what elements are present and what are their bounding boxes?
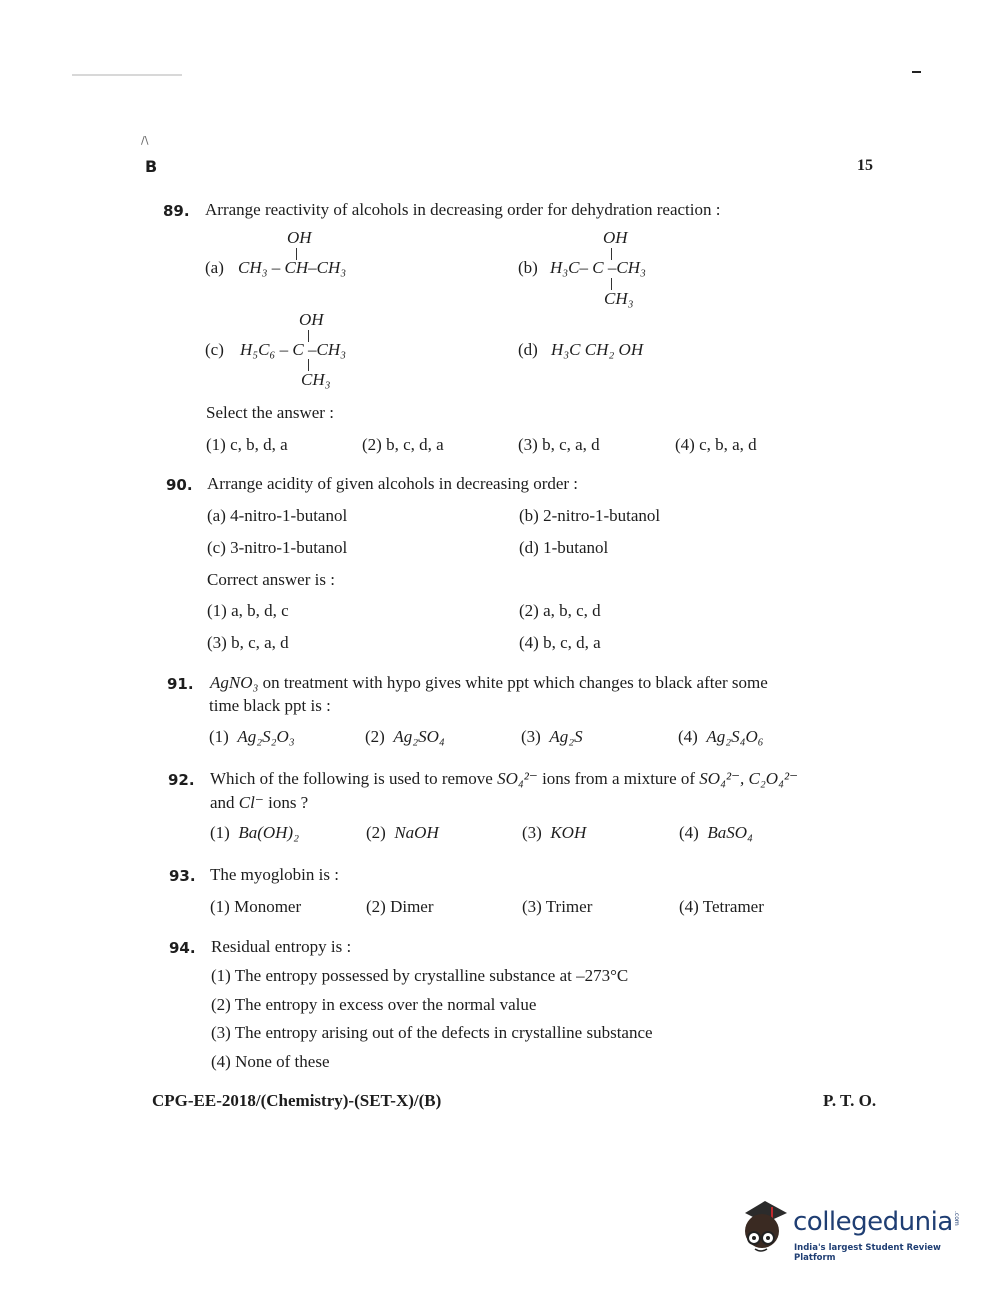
- logo-tagline: India's largest Student Review Platform: [794, 1243, 941, 1263]
- question-90-option-2: (2) a, b, c, d: [519, 601, 601, 620]
- question-92-option-3: (3) KOH: [522, 823, 587, 842]
- question-90-item-c: (c) 3-nitro-1-butanol: [207, 538, 348, 557]
- question-number-94: 94.: [169, 939, 196, 957]
- ion-chloride: Cl⁻: [238, 793, 264, 812]
- question-94-option-1: (1) The entropy possessed by crystalline substance at –273°C: [211, 966, 629, 985]
- question-89-option-1: (1) c, b, d, a: [206, 435, 288, 454]
- option-a-label: (a): [205, 258, 224, 277]
- question-94-text: Residual entropy is :: [211, 937, 352, 956]
- ion-sulphate: SO₄²⁻: [497, 769, 538, 788]
- question-90-item-d: (d) 1-butanol: [519, 538, 609, 557]
- question-90-item-a: (a) 4-nitro-1-butanol: [207, 506, 348, 525]
- question-91-option-2: (2) Ag₂SO₄: [365, 727, 445, 746]
- question-93-option-3: (3) Trimer: [522, 897, 593, 916]
- question-91-option-1: (1) Ag₂S₂O₃: [209, 727, 295, 746]
- question-91-line-1: [210, 673, 768, 693]
- question-number-93: 93.: [169, 867, 196, 885]
- structure-c-oh: OH: [299, 310, 324, 329]
- option-d-label: (d): [518, 340, 538, 359]
- question-89-text: Arrange reactivity of alcohols in decreasing order for dehydration reaction :: [205, 200, 721, 219]
- structure-d-formula: H₃C CH₂ OH: [551, 340, 644, 359]
- structure-c-formula: H₅C₆ – C –CH₃: [240, 340, 347, 359]
- structure-b-bottom: CH₃: [604, 289, 634, 308]
- scan-artifact-dash: [912, 71, 921, 73]
- question-94-option-3: (3) The entropy arising out of the defects in crystalline substance: [211, 1023, 653, 1042]
- question-89-select: Select the answer :: [206, 403, 334, 422]
- question-89-option-4: (4) c, b, a, d: [675, 435, 757, 454]
- mascot-icon: [735, 1195, 793, 1257]
- question-92-line-2: and Cl⁻ ions ?: [210, 793, 309, 812]
- question-number-91: 91.: [167, 675, 194, 693]
- question-90-option-3: (3) b, c, a, d: [207, 633, 289, 652]
- question-92-option-2: (2) NaOH: [366, 823, 439, 842]
- logo-com-text: .com: [953, 1211, 960, 1226]
- page-number: 15: [857, 157, 873, 174]
- footer-pto: P. T. O.: [823, 1091, 877, 1110]
- question-90-correct: Correct answer is :: [207, 570, 335, 589]
- question-91-formula: AgNO₃: [210, 673, 259, 692]
- question-89-option-2: (2) b, c, d, a: [362, 435, 444, 454]
- question-93-option-4: (4) Tetramer: [679, 897, 764, 916]
- question-number-89: 89.: [163, 202, 190, 220]
- question-93-option-1: (1) Monomer: [210, 897, 302, 916]
- footer-paper-code: CPG-EE-2018/(Chemistry)-(SET-X)/(B): [152, 1091, 442, 1110]
- question-90-option-4: (4) b, c, d, a: [519, 633, 601, 652]
- option-c-label: (c): [205, 340, 224, 359]
- question-number-92: 92.: [168, 771, 195, 789]
- question-91-option-3: (3) Ag₂S: [521, 727, 583, 746]
- structure-c-bottom: CH₃: [301, 370, 331, 389]
- question-90-option-1: (1) a, b, d, c: [207, 601, 289, 620]
- question-91-text-1: on treatment with hypo gives white ppt which changes to black after some: [258, 673, 768, 692]
- question-91-option-4: (4) Ag₂S₄O₆: [678, 727, 764, 746]
- question-90-text: Arrange acidity of given alcohols in decreasing order :: [207, 474, 579, 493]
- question-90-item-b: (b) 2-nitro-1-butanol: [519, 506, 661, 525]
- question-93-option-2: (2) Dimer: [366, 897, 434, 916]
- question-number-90: 90.: [166, 476, 193, 494]
- collegedunia-logo: [735, 1195, 965, 1265]
- question-92-option-1: (1) Ba(OH)₂: [210, 823, 299, 842]
- question-94-option-2: (2) The entropy in excess over the normal value: [211, 995, 537, 1014]
- question-91-text-2: time black ppt is :: [209, 696, 331, 715]
- ion-mixture: SO₄²⁻, C₂O₄²⁻: [699, 769, 799, 788]
- question-92-option-4: (4) BaSO₄: [679, 823, 753, 842]
- set-letter: B: [145, 157, 158, 176]
- question-92-line-1: Which of the following is used to remove SO₄²⁻ ions from a mixture of SO₄²⁻, C₂O₄²⁻: [210, 769, 799, 788]
- scan-artifact-line: [72, 74, 182, 76]
- question-93-text: The myoglobin is :: [210, 865, 339, 884]
- structure-b-formula: H₃C– C –CH₃: [550, 258, 646, 277]
- corner-mark: /\: [141, 134, 149, 147]
- structure-a-formula: CH₃ – CH–CH₃: [238, 258, 347, 277]
- structure-a-oh: OH: [287, 228, 312, 247]
- question-89-option-3: (3) b, c, a, d: [518, 435, 600, 454]
- structure-b-oh: OH: [603, 228, 628, 247]
- question-94-option-4: (4) None of these: [211, 1052, 330, 1071]
- option-b-label: (b): [518, 258, 538, 277]
- logo-brand-text: collegedunia: [793, 1207, 953, 1237]
